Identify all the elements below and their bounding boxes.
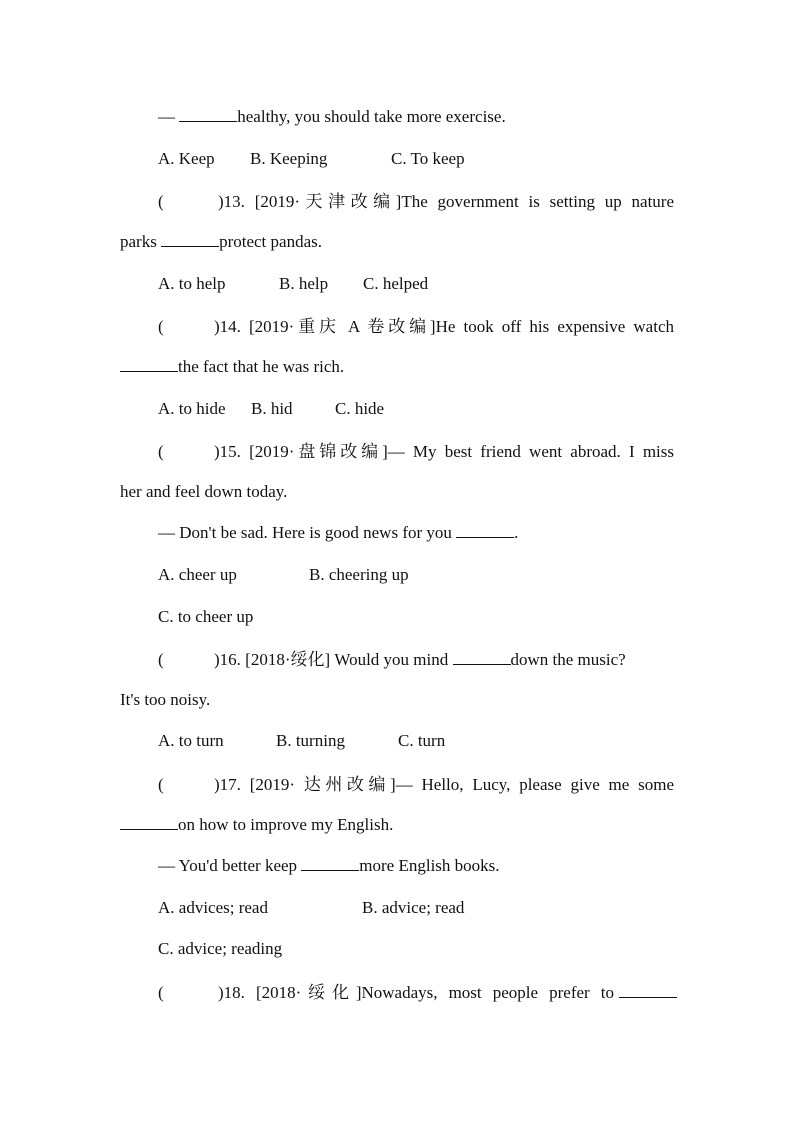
q16-stem: )16. [2018·绥化] Would you mind down the music? bbox=[214, 650, 626, 669]
q18-stem-tail bbox=[619, 982, 677, 1004]
q14-stem: )14. [2019·重庆 A 卷改编]He took off his expensive watch bbox=[214, 317, 674, 336]
q13-option-b: B. help bbox=[279, 274, 329, 293]
q15-option-a: A. cheer up bbox=[158, 565, 237, 584]
q18-stem: )18. [2018·绥化]Nowadays, most people prefer to bbox=[218, 983, 614, 1002]
q17-paren: ( bbox=[158, 775, 164, 794]
q13-option-c: C. helped bbox=[363, 274, 429, 293]
answer-blank bbox=[456, 523, 514, 538]
q17-option-b: B. advice; read bbox=[362, 898, 465, 917]
q17-stem-cont: on how to improve my English. bbox=[120, 814, 393, 836]
answer-blank bbox=[453, 650, 511, 665]
q17-stem: )17. [2019· 达州改编]— Hello, Lucy, please give me some bbox=[214, 775, 674, 794]
q15-stem: )15. [2019·盘锦改编]— My best friend went abroad. I miss bbox=[214, 442, 674, 461]
q14-stem-cont: the fact that he was rich. bbox=[120, 356, 344, 378]
q17-reply-line: — You'd better keep more English books. bbox=[158, 856, 500, 875]
answer-blank bbox=[120, 815, 178, 830]
answer-blank bbox=[179, 107, 237, 122]
q15-paren: ( bbox=[158, 442, 164, 461]
q13-stem: )13. [2019·天津改编]The government is setting up nature bbox=[218, 192, 674, 211]
answer-blank bbox=[301, 856, 359, 871]
q14-option-a: A. to hide bbox=[158, 399, 226, 418]
q18-paren: ( bbox=[158, 983, 164, 1002]
q16-stem-cont: It's too noisy. bbox=[120, 690, 211, 709]
answer-blank bbox=[120, 357, 178, 372]
q13-stem-cont: parks protect pandas. bbox=[120, 232, 322, 251]
q16-option-b: B. turning bbox=[276, 731, 345, 750]
q12-option-c: C. To keep bbox=[391, 149, 465, 168]
q14-option-b: B. hid bbox=[251, 399, 293, 418]
q17-option-a: A. advices; read bbox=[158, 898, 268, 917]
q17-option-c: C. advice; reading bbox=[158, 939, 283, 958]
q14-option-c: C. hide bbox=[335, 399, 385, 418]
q14-paren: ( bbox=[158, 317, 164, 336]
answer-blank bbox=[161, 232, 219, 247]
q13-paren: ( bbox=[158, 192, 164, 211]
q12-reply-line: — healthy, you should take more exercise. bbox=[158, 107, 506, 126]
q15-option-c: C. to cheer up bbox=[158, 607, 254, 626]
q13-option-a: A. to help bbox=[158, 274, 226, 293]
q16-option-a: A. to turn bbox=[158, 731, 224, 750]
q15-reply-line: — Don't be sad. Here is good news for you . bbox=[158, 523, 519, 542]
q16-option-c: C. turn bbox=[398, 731, 446, 750]
q16-paren: ( bbox=[158, 650, 164, 669]
q12-option-a: A. Keep bbox=[158, 149, 215, 168]
q15-option-b: B. cheering up bbox=[309, 565, 409, 584]
answer-blank bbox=[619, 983, 677, 998]
q15-stem-cont: her and feel down today. bbox=[120, 482, 288, 501]
q12-option-b: B. Keeping bbox=[250, 149, 328, 168]
